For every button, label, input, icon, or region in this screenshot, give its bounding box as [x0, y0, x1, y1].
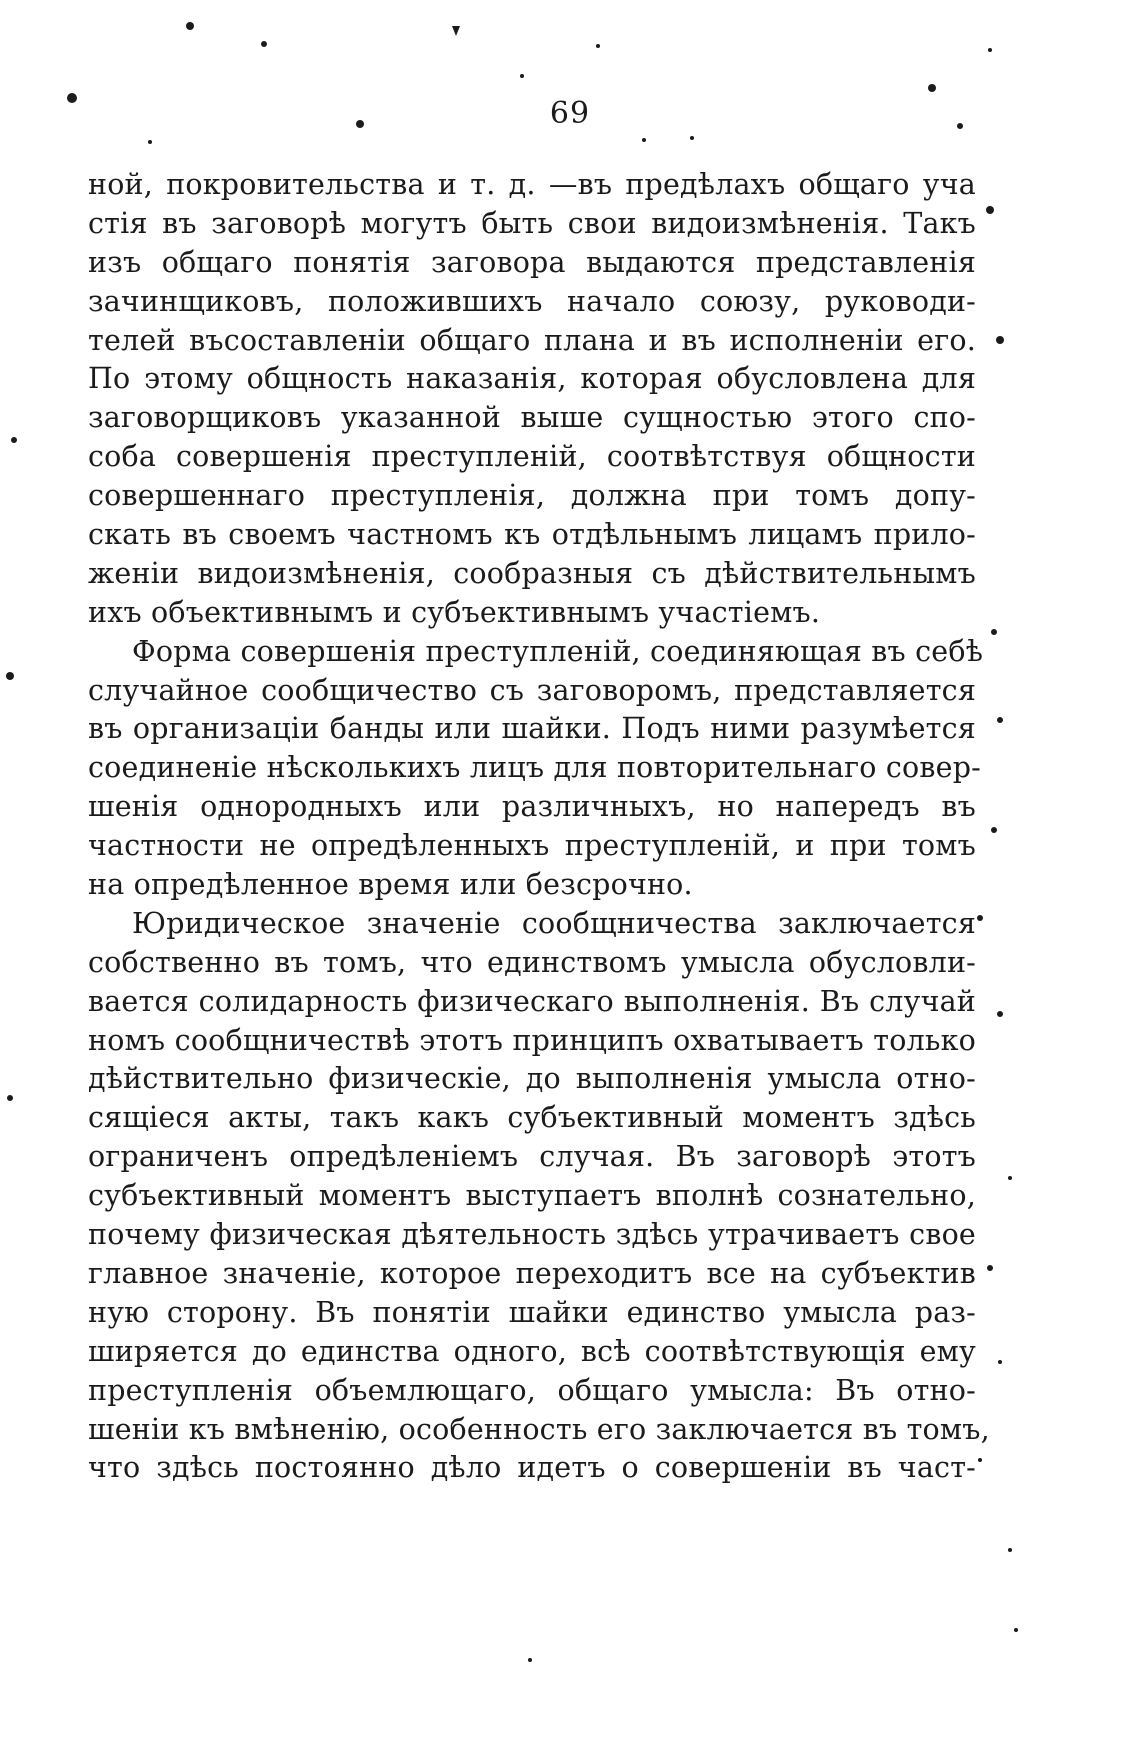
text-line: стія въ заговорѣ могутъ быть свои видоизмѣненія. Такъ: [88, 206, 976, 240]
text-line: ограниченъ опредѣленіемъ случая. Въ заговорѣ этотъ: [88, 1140, 976, 1174]
text-line: скать въ своемъ частномъ къ отдѣльнымъ лицамъ прило-: [88, 518, 976, 552]
text-line: соединеніе нѣсколькихъ лицъ для повторительнаго совер-: [88, 751, 982, 785]
text-line: заговорщиковъ указанной выше сущностью этого спо-: [88, 401, 976, 435]
page-number: 69: [549, 96, 591, 131]
text-line: въ организаціи банды или шайки. Подъ ними разумѣется: [88, 712, 976, 746]
text-line: зачинщиковъ, положившихъ начало союзу, руководи-: [88, 284, 976, 318]
text-line: частности не опредѣленныхъ преступленій, и при томъ: [88, 829, 976, 863]
text-line: изъ общаго понятія заговора выдаются представленія: [88, 245, 976, 279]
text-line: ширяется до единства одного, всѣ соотвѣтствующія ему: [88, 1334, 976, 1368]
text-line: главное значеніе, которое переходитъ все на субъектив: [88, 1256, 976, 1290]
body-text: [88, 166, 990, 1488]
paragraph-3: [88, 905, 990, 1488]
text-line: По этому общность наказанія, которая обусловлена для: [88, 362, 976, 396]
text-line: вается солидарность физическаго выполненія. Въ случай: [88, 984, 976, 1018]
text-line: телей въсоставленіи общаго плана и въ исполненіи его.: [88, 323, 976, 357]
text-line: шеніи къ вмѣненію, особенность его заключается въ томъ,: [88, 1412, 990, 1446]
text-line: Юридическое значеніе сообщничества заключается: [132, 906, 976, 940]
text-line: шенія однородныхъ или различныхъ, но напередъ въ: [88, 790, 976, 824]
text-line: почему физическая дѣятельность здѣсь утрачиваетъ свое: [88, 1218, 976, 1252]
text-line: соба совершенія преступленій, соотвѣтствуя общности: [88, 440, 976, 474]
text-line: номъ сообщничествѣ этотъ принципъ охватываетъ только: [88, 1023, 976, 1057]
text-line: ной, покровительства и т. д. —въ предѣлахъ общаго уча: [88, 168, 976, 201]
text-line: Форма совершенія преступленій, соединяющая въ себѣ: [132, 634, 984, 668]
text-line: преступленія объемлющаго, общаго умысла: Въ отно-: [88, 1373, 976, 1407]
text-line: дѣйствительно физическіе, до выполненія умысла отно-: [88, 1062, 976, 1096]
text-line: случайное сообщичество съ заговоромъ, представляется: [88, 673, 976, 707]
text-line: на опредѣленное время или безсрочно.: [88, 868, 693, 902]
text-line: совершеннаго преступленія, должна при томъ допу-: [88, 479, 976, 513]
text-line: ихъ объективнымъ и субъективнымъ участіемъ.: [88, 595, 821, 629]
text-line: что здѣсь постоянно дѣло идетъ о совершеніи въ част-: [88, 1451, 976, 1485]
text-line: собственно въ томъ, что единствомъ умысла обусловли-: [88, 945, 976, 979]
text-line: ную сторону. Въ понятіи шайки единство умысла раз-: [88, 1295, 976, 1329]
paragraph-2: [88, 633, 984, 905]
text-line: сящіеся акты, такъ какъ субъективный моментъ здѣсь: [88, 1101, 976, 1135]
paragraph-1: [88, 166, 976, 633]
text-line: субъективный моментъ выступаетъ вполнѣ сознательно,: [88, 1179, 976, 1213]
text-line: женіи видоизмѣненія, сообразныя съ дѣйствительнымъ: [88, 556, 976, 590]
